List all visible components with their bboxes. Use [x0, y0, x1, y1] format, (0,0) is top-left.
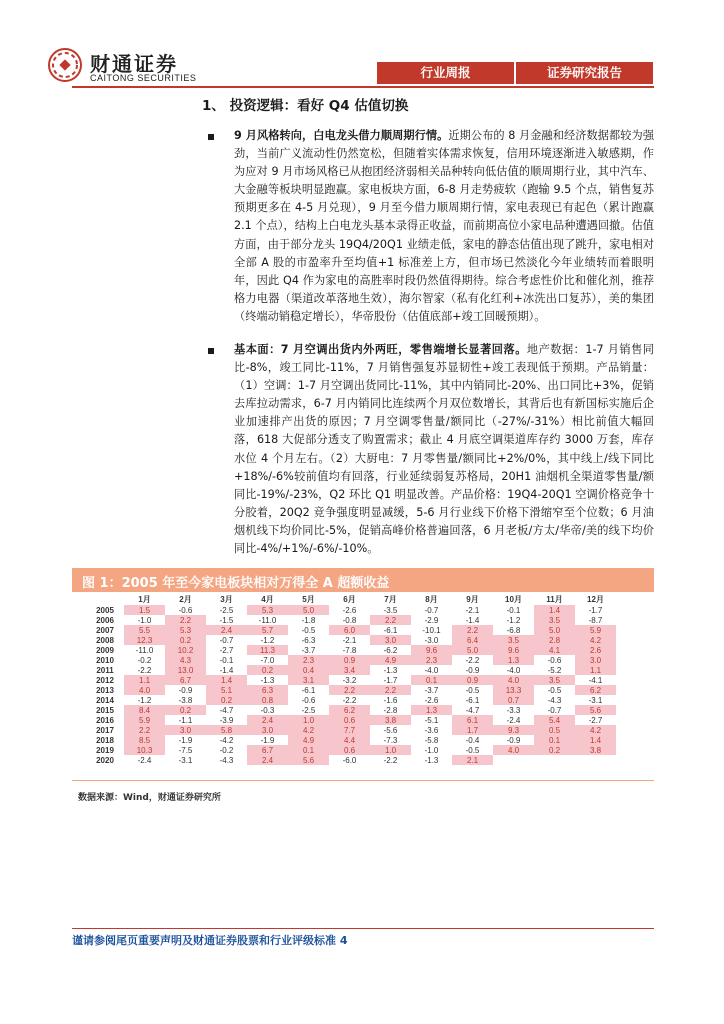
heatmap-cell: -1.7 [383, 675, 398, 685]
heatmap-cell: 3.0 [247, 725, 288, 735]
heatmap-cell: -0.9 [506, 735, 521, 745]
heatmap-cell: -11.0 [135, 645, 154, 655]
heatmap-row [86, 735, 616, 745]
figure-source: 数据来源：Wind，财通证券研究所 [78, 793, 221, 803]
heatmap-col-header: 8月 [425, 595, 438, 604]
heatmap-cell: -3.5 [383, 605, 398, 615]
heatmap-cell: 0.2 [534, 745, 575, 755]
heatmap-cell: 2.4 [247, 755, 288, 765]
heatmap-cell: -3.2 [342, 675, 357, 685]
heatmap-cell: 5.0 [534, 625, 575, 635]
heatmap-cell: -10.1 [422, 625, 441, 635]
heatmap-cell: 3.0 [575, 655, 616, 665]
heatmap-year-label: 2015 [96, 705, 114, 715]
heatmap-cell: 0.2 [165, 705, 206, 715]
heatmap-cell: -2.4 [137, 755, 152, 765]
heatmap-cell: 13.3 [493, 685, 534, 695]
heatmap-row [86, 745, 616, 755]
heatmap-row [86, 645, 616, 655]
paragraph-style-shift [234, 127, 654, 326]
heatmap-row [86, 725, 616, 735]
heatmap-cell: -3.7 [424, 685, 439, 695]
heatmap-cell: 6.3 [247, 685, 288, 695]
figure-bottom-divider [72, 780, 654, 781]
heatmap-cell: 0.2 [247, 665, 288, 675]
heatmap-cell: 4.0 [124, 685, 165, 695]
heatmap-cell: 3.0 [370, 635, 411, 645]
heatmap-year-label: 2010 [96, 655, 114, 665]
heatmap-cell: 1.4 [534, 605, 575, 615]
heatmap-cell: -2.5 [219, 605, 234, 615]
heatmap-cell [493, 755, 534, 765]
heatmap-cell: 8.5 [124, 735, 165, 745]
heatmap-cell: -0.5 [547, 685, 562, 695]
heatmap-cell: 6.1 [452, 715, 493, 725]
heatmap-cell: -7.5 [178, 745, 193, 755]
heatmap-cell: -0.8 [342, 615, 357, 625]
heatmap-cell: -4.0 [506, 665, 521, 675]
heatmap-cell: 6.2 [329, 705, 370, 715]
heatmap-cell: -4.7 [219, 705, 234, 715]
heatmap-cell: 4.9 [370, 655, 411, 665]
heatmap-cell: 10.2 [165, 645, 206, 655]
heatmap-cell: 9.3 [493, 725, 534, 735]
heatmap-cell: -8.7 [588, 615, 603, 625]
paragraph-heading: 基本面：7 月空调出货内外两旺，零售端增长显著回落。 [234, 343, 527, 356]
heatmap-cell: 10.3 [124, 745, 165, 755]
heatmap-cell: -1.2 [137, 695, 152, 705]
heatmap-cell: 2.2 [329, 685, 370, 695]
heatmap-cell: 0.1 [534, 735, 575, 745]
heatmap-cell: -6.3 [301, 635, 316, 645]
heatmap-cell: 1.4 [206, 675, 247, 685]
heatmap-row [86, 615, 616, 625]
heatmap-cell: -1.0 [137, 615, 152, 625]
heatmap-cell: -4.7 [465, 705, 480, 715]
heatmap-cell: -2.9 [424, 615, 439, 625]
heatmap-cell: -0.1 [219, 655, 234, 665]
figure-title: 图 1：2005 年至今家电板块相对万得全 A 超额收益 [82, 576, 390, 591]
heatmap-cell: -2.6 [342, 605, 357, 615]
heatmap-row [86, 705, 616, 715]
heatmap-cell: -1.9 [260, 735, 275, 745]
heatmap-col-header: 11月 [546, 595, 563, 604]
heatmap-cell: 5.1 [206, 685, 247, 695]
caitong-logo-icon [47, 47, 83, 83]
paragraph-body: 地产数据：1-7 月销售同比-8%，竣工同比-11%，7 月销售强复苏显韧性+竣工表现低于预期。产品销量：（1）空调：1-7 月空调出货同比-11%，其中内销同比-20%、出口同比+3%，促销去库拉动需求，6-7 月内销同比连续两个月双位数增长，其背后也有新国标实施后企业加速排产出货的原因；7 月空调零售量/额同比（-27%/-31%）相比前值大幅回落，618 大促部分透支了购置需求；截止 4 月底空调渠道库存约 3000 万套，库存水位 4 个月左右。（2）大厨电：7 月零售量/额同比+2%/0%，其中线上/线下同比+18%/-6%较前值均有回落，行业延续弱复苏格局，20H1 油烟机全渠道零售量/额同比-19%/-23%，Q2 环比 Q1 明显改善。产品价格：19Q4-20Q1 空调价格竞争十分胶着，20Q2 竞争强度明显减缓，5-6 月行业线下价格下滑缩窄至个位数；6 月油烟机线下均价同比-5%，促销高峰价格普遍回落，6 月老板/方太/华帝/美的线下均价同比-4%/+1%/-6%/-10%。 [234, 343, 654, 556]
heatmap-cell: -1.6 [383, 695, 398, 705]
heatmap-cell: 6.7 [247, 745, 288, 755]
heatmap-year-label: 2017 [96, 725, 114, 735]
heatmap-cell: -6.8 [506, 625, 521, 635]
heatmap-year-label: 2009 [96, 645, 114, 655]
heatmap-cell: 0.2 [206, 695, 247, 705]
heatmap-cell: 5.5 [124, 625, 165, 635]
heatmap-cell: -7.0 [260, 655, 275, 665]
heatmap-cell: 0.1 [288, 745, 329, 755]
heatmap-col-header: 5月 [302, 595, 315, 604]
excess-return-heatmap [86, 594, 616, 765]
heatmap-cell: 6.7 [165, 675, 206, 685]
heatmap-cell: 0.4 [288, 665, 329, 675]
heatmap-cell: -1.3 [260, 675, 275, 685]
footer-disclaimer: 谨请参阅尾页重要声明及财通证券股票和行业评级标准 4 [72, 934, 348, 947]
heatmap-cell: 1.0 [370, 745, 411, 755]
heatmap-cell: 3.5 [493, 635, 534, 645]
brand-name-en: CAITONG SECURITIES [90, 73, 197, 83]
heatmap-cell: -7.3 [383, 735, 398, 745]
heatmap-cell: -5.6 [383, 725, 398, 735]
heatmap-cell: 12.3 [124, 635, 165, 645]
heatmap-row [86, 605, 616, 615]
heatmap-cell: -1.4 [465, 615, 480, 625]
heatmap-cell: -0.7 [424, 605, 439, 615]
heatmap-cell: 11.3 [247, 645, 288, 655]
heatmap-cell: -7.8 [342, 645, 357, 655]
heatmap-cell: -0.5 [301, 625, 316, 635]
heatmap-cell: -5.2 [547, 665, 562, 675]
heatmap-cell: -0.6 [301, 695, 316, 705]
heatmap-cell: 4.1 [534, 645, 575, 655]
heatmap-cell: 7.7 [329, 725, 370, 735]
tag-industry-weekly: 行业周报 [420, 65, 471, 80]
heatmap-corner [86, 594, 124, 605]
heatmap-cell: 4.2 [575, 635, 616, 645]
heatmap-cell: -6.1 [465, 695, 480, 705]
heatmap-cell: 0.9 [452, 675, 493, 685]
heatmap-cell: 6.2 [575, 685, 616, 695]
heatmap-cell: 3.1 [288, 675, 329, 685]
heatmap-cell: 5.7 [247, 625, 288, 635]
heatmap-cell: -0.5 [465, 745, 480, 755]
heatmap-cell: -2.2 [342, 695, 357, 705]
heatmap-cell: -2.2 [137, 665, 152, 675]
heatmap-year-label: 2007 [96, 625, 114, 635]
heatmap-cell: 5.6 [288, 755, 329, 765]
bullet-2 [208, 348, 214, 354]
heatmap-cell: -4.0 [424, 665, 439, 675]
heatmap-cell: 5.4 [534, 715, 575, 725]
heatmap-cell: 5.9 [575, 625, 616, 635]
heatmap-cell: -6.0 [342, 755, 357, 765]
heatmap-cell: -3.1 [178, 755, 193, 765]
heatmap-cell: 4.3 [165, 655, 206, 665]
heatmap-cell: 3.0 [165, 725, 206, 735]
heatmap-year-label: 2014 [96, 695, 114, 705]
heatmap-cell: -2.6 [424, 695, 439, 705]
heatmap-cell: 6.0 [329, 625, 370, 635]
heatmap-cell: 13.0 [165, 665, 206, 675]
heatmap-row [86, 625, 616, 635]
heatmap-cell: 3.5 [534, 615, 575, 625]
heatmap-cell: -2.2 [465, 655, 480, 665]
heatmap-cell: -1.0 [424, 745, 439, 755]
heatmap-row [86, 655, 616, 665]
heatmap-cell: -0.4 [465, 735, 480, 745]
heatmap-cell: 5.8 [206, 725, 247, 735]
heatmap-cell: 5.0 [288, 605, 329, 615]
heatmap-cell: 1.1 [575, 665, 616, 675]
heatmap-cell: -4.2 [219, 735, 234, 745]
heatmap-cell: 3.4 [329, 665, 370, 675]
heatmap-cell: 1.1 [124, 675, 165, 685]
heatmap-body [86, 605, 616, 765]
heatmap-row [86, 675, 616, 685]
heatmap-cell: -2.8 [383, 705, 398, 715]
heatmap-col-header: 10月 [505, 595, 522, 604]
header-tag-bar [377, 62, 653, 84]
heatmap-cell: -2.5 [301, 705, 316, 715]
heatmap-cell: -6.1 [383, 625, 398, 635]
heatmap-col-header: 2月 [179, 595, 192, 604]
heatmap-cell: -4.3 [219, 755, 234, 765]
heatmap-year-label: 2013 [96, 685, 114, 695]
heatmap-year-label: 2018 [96, 735, 114, 745]
heatmap-col-header: 7月 [384, 595, 397, 604]
brand-name: 财通证券 [90, 52, 178, 76]
heatmap-cell: 2.8 [534, 635, 575, 645]
heatmap-cell: -0.1 [506, 605, 521, 615]
heatmap-cell: 4.2 [288, 725, 329, 735]
heatmap-cell: 5.9 [124, 715, 165, 725]
heatmap-cell: -1.9 [178, 735, 193, 745]
heatmap-cell: -0.5 [465, 685, 480, 695]
heatmap-cell: 2.1 [452, 755, 493, 765]
heatmap-cell: 5.6 [575, 705, 616, 715]
section-title: 1、 投资逻辑：看好 Q4 估值切换 [202, 98, 409, 114]
heatmap-cell: -0.6 [178, 605, 193, 615]
heatmap-cell: 0.8 [247, 695, 288, 705]
heatmap-col-header: 12月 [587, 595, 604, 604]
heatmap-cell: -0.7 [219, 635, 234, 645]
heatmap-cell: 5.3 [247, 605, 288, 615]
heatmap-cell: -6.2 [383, 645, 398, 655]
heatmap-cell: -2.2 [383, 755, 398, 765]
heatmap-cell: -5.8 [424, 735, 439, 745]
heatmap-cell: -0.7 [547, 705, 562, 715]
heatmap-cell [575, 755, 616, 765]
heatmap-cell: 1.0 [288, 715, 329, 725]
heatmap-cell: 2.2 [370, 615, 411, 625]
paragraph-heading: 9 月风格转向，白电龙头借力顺周期行情。 [234, 129, 449, 142]
heatmap-col-header: 1月 [138, 595, 151, 604]
heatmap-cell: -5.1 [424, 715, 439, 725]
heatmap-cell: -3.6 [424, 725, 439, 735]
heatmap-cell: 4.0 [493, 745, 534, 755]
heatmap-cell: 2.2 [165, 615, 206, 625]
heatmap-cell: 1.4 [575, 735, 616, 745]
heatmap-cell: 4.0 [493, 675, 534, 685]
heatmap-row [86, 635, 616, 645]
heatmap-cell: -0.3 [260, 705, 275, 715]
heatmap-cell: 0.9 [329, 655, 370, 665]
heatmap-year-label: 2020 [96, 755, 114, 765]
heatmap-cell: 9.6 [411, 645, 452, 655]
heatmap-cell: 4.2 [575, 725, 616, 735]
heatmap-year-label: 2012 [96, 675, 114, 685]
footer-divider [72, 928, 654, 929]
heatmap-col-header: 9月 [466, 595, 479, 604]
heatmap-cell: -3.9 [219, 715, 234, 725]
bullet-1 [208, 134, 214, 140]
heatmap-cell: 3.5 [534, 675, 575, 685]
heatmap-cell: 9.6 [493, 645, 534, 655]
paragraph-fundamentals [234, 341, 654, 558]
heatmap-cell: 2.3 [288, 655, 329, 665]
heatmap-col-header: 3月 [220, 595, 233, 604]
heatmap-cell: 3.8 [575, 745, 616, 755]
heatmap-cell: -2.7 [219, 645, 234, 655]
heatmap-cell: 0.2 [165, 635, 206, 645]
heatmap-cell: 6.4 [452, 635, 493, 645]
heatmap-row [86, 715, 616, 725]
heatmap-cell: -0.9 [465, 665, 480, 675]
heatmap-col-header: 4月 [261, 595, 274, 604]
heatmap-cell: 0.1 [411, 675, 452, 685]
heatmap-cell: 0.5 [534, 725, 575, 735]
heatmap-cell: 2.2 [124, 725, 165, 735]
heatmap-cell: -3.8 [178, 695, 193, 705]
heatmap-cell: 5.3 [165, 625, 206, 635]
heatmap-cell: 2.2 [370, 685, 411, 695]
heatmap-year-label: 2005 [96, 605, 114, 615]
heatmap-cell: -1.2 [260, 635, 275, 645]
heatmap-cell: -2.1 [465, 605, 480, 615]
heatmap-cell: 1.3 [493, 655, 534, 665]
heatmap-cell: -4.3 [547, 695, 562, 705]
heatmap-cell: 1.5 [124, 605, 165, 615]
heatmap-cell: 1.7 [452, 725, 493, 735]
tag-research-report: 证券研究报告 [546, 65, 622, 80]
heatmap-cell: -1.4 [219, 665, 234, 675]
heatmap-cell: 4.9 [288, 735, 329, 745]
header-divider [72, 86, 654, 88]
heatmap-year-label: 2019 [96, 745, 114, 755]
heatmap-year-label: 2011 [96, 665, 114, 675]
heatmap-year-label: 2008 [96, 635, 114, 645]
heatmap-year-label: 2016 [96, 715, 114, 725]
paragraph-body: 近期公布的 8 月金融和经济数据都较为强劲，当前广义流动性仍然宽松，但随着实体需求恢复，信用环境逐渐进入敏感期，作为应对 9 月市场风格已从抱团经济弱相关品种转向低估值的顺周期行业，其中汽车、大金融等板块明显跑赢。家电板块方面，6-8 月走势疲软（跑输 9.5 个点，销售复苏预期更多在 4-5 月兑现），9 月至今借力顺周期行情，家电表现已有起色（累计跑赢 2.1 个点），结构上白电龙头基本录得正收益，而前期高位小家电品种遭遇回撤。估值方面，由于部分龙头 19Q4/20Q1 业绩走低，家电的静态估值出现了跳升，家电相对全部 A 股的市盈率升至均值+1 标准差上方，但市场已然淡化今年业绩转而着眼明年，因此 Q4 作为家电的高胜率时段仍然值得期待。综合考虑性价比和催化剂，推荐格力电器（渠道改革落地生效），海尔智家（私有化红利+冰洗出口复苏），美的集团（终端动销稳定增长），华帝股份（估值底部+竣工回暖预期）。 [234, 129, 655, 323]
heatmap-cell: -4.1 [588, 675, 603, 685]
heatmap-cell: -11.0 [258, 615, 277, 625]
heatmap-year-label: 2006 [96, 615, 114, 625]
heatmap-cell: -3.1 [588, 695, 603, 705]
heatmap-cell: 2.4 [206, 625, 247, 635]
heatmap-cell: -1.3 [424, 755, 439, 765]
heatmap-cell: 5.0 [452, 645, 493, 655]
heatmap-cell: 8.4 [124, 705, 165, 715]
heatmap-cell: -1.3 [383, 665, 398, 675]
heatmap-cell: -3.0 [424, 635, 439, 645]
heatmap-cell: -1.1 [178, 715, 193, 725]
heatmap-header-row [86, 594, 616, 605]
heatmap-cell: 4.4 [329, 735, 370, 745]
heatmap-cell: -2.1 [342, 635, 357, 645]
heatmap-cell: -1.8 [301, 615, 316, 625]
heatmap-cell: -1.2 [506, 615, 521, 625]
heatmap-cell: 1.3 [411, 705, 452, 715]
heatmap-cell: -0.2 [137, 655, 152, 665]
heatmap-cell [534, 755, 575, 765]
heatmap-cell: -0.6 [547, 655, 562, 665]
heatmap-row [86, 755, 616, 765]
heatmap-cell: 0.6 [329, 745, 370, 755]
heatmap-cell: -0.9 [178, 685, 193, 695]
heatmap-cell: 0.6 [329, 715, 370, 725]
heatmap-cell: 2.4 [247, 715, 288, 725]
heatmap-cell: -3.7 [301, 645, 316, 655]
heatmap-cell: -1.7 [588, 605, 603, 615]
heatmap-row [86, 695, 616, 705]
heatmap-cell: -3.3 [506, 705, 521, 715]
heatmap-cell: 3.8 [370, 715, 411, 725]
heatmap-col-header: 6月 [343, 595, 356, 604]
heatmap-row [86, 665, 616, 675]
heatmap-cell: -6.1 [301, 685, 316, 695]
heatmap-cell: 0.7 [493, 695, 534, 705]
heatmap-row [86, 685, 616, 695]
heatmap-cell: 2.3 [411, 655, 452, 665]
heatmap-cell: -2.4 [506, 715, 521, 725]
heatmap-cell: -2.7 [588, 715, 603, 725]
heatmap-cell: -0.2 [219, 745, 234, 755]
heatmap-cell: 2.6 [575, 645, 616, 655]
heatmap-cell: -1.5 [219, 615, 234, 625]
heatmap-cell: 2.2 [452, 625, 493, 635]
